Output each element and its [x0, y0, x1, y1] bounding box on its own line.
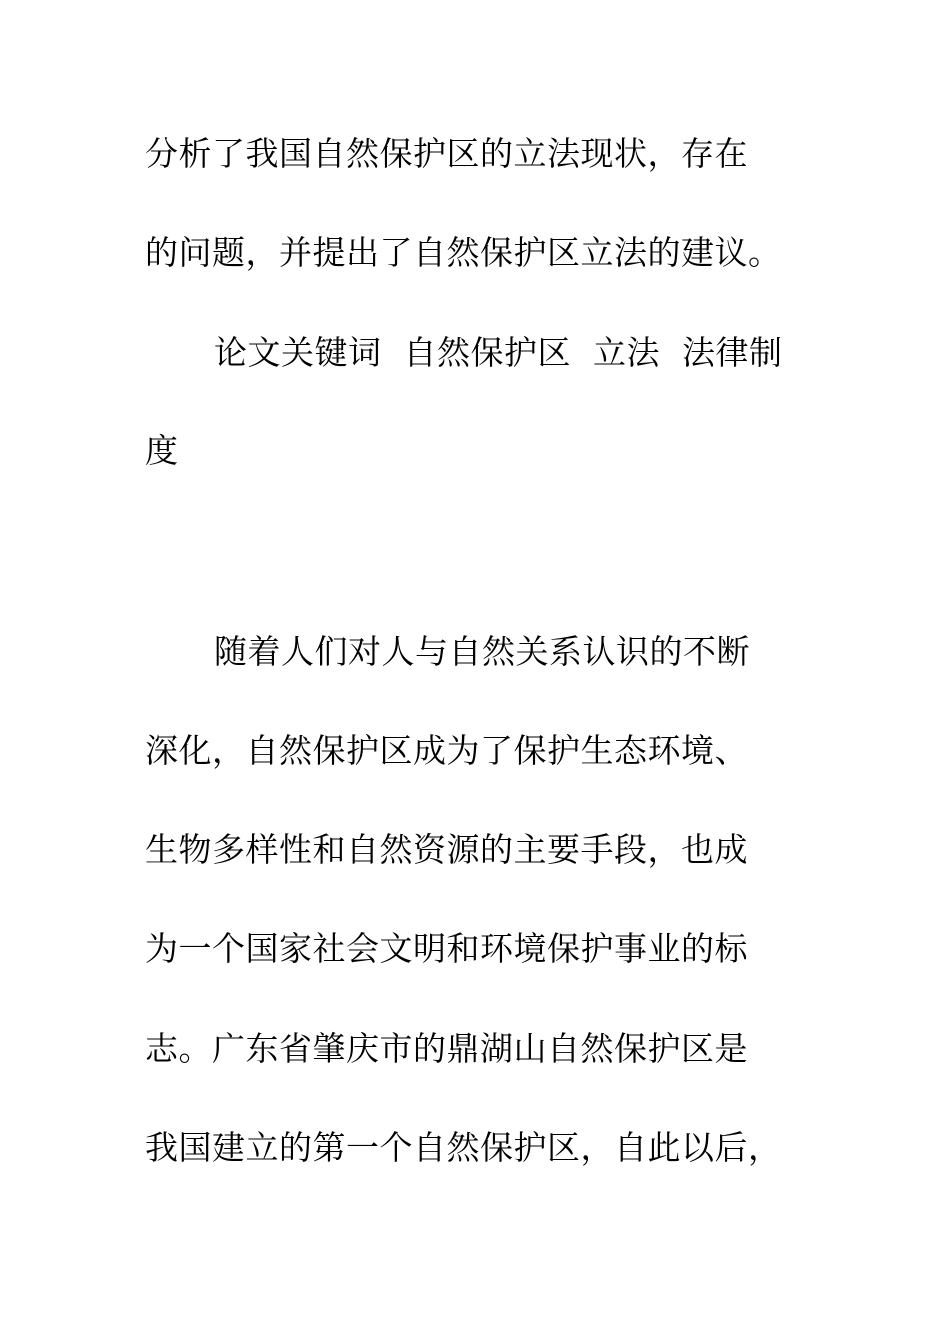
body-line-6: 我国建立的第一个自然保护区，自此以后，	[145, 1128, 782, 1167]
abstract-line-1: 分析了我国自然保护区的立法现状，存在	[145, 134, 748, 173]
body-line-2: 深化，自然保护区成为了保护生态环境、	[145, 731, 748, 770]
keyword-item: 自然保护区	[403, 333, 571, 372]
keyword-item: 立法	[593, 333, 660, 372]
body-line-5: 志。广东省肇庆市的鼎湖山自然保护区是	[145, 1029, 748, 1068]
abstract-line-2: 的问题，并提出了自然保护区立法的建议。	[145, 233, 782, 272]
keywords-label: 论文关键词	[214, 333, 382, 372]
body-line-1: 随着人们对人与自然关系认识的不断	[214, 632, 750, 671]
body-line-3: 生物多样性和自然资源的主要手段，也成	[145, 830, 748, 869]
keyword-item: 法律制	[682, 333, 783, 372]
body-line-4: 为一个国家社会文明和环境保护事业的标	[145, 929, 748, 968]
keywords-line	[214, 333, 783, 373]
keywords-continuation: 度	[145, 431, 179, 470]
